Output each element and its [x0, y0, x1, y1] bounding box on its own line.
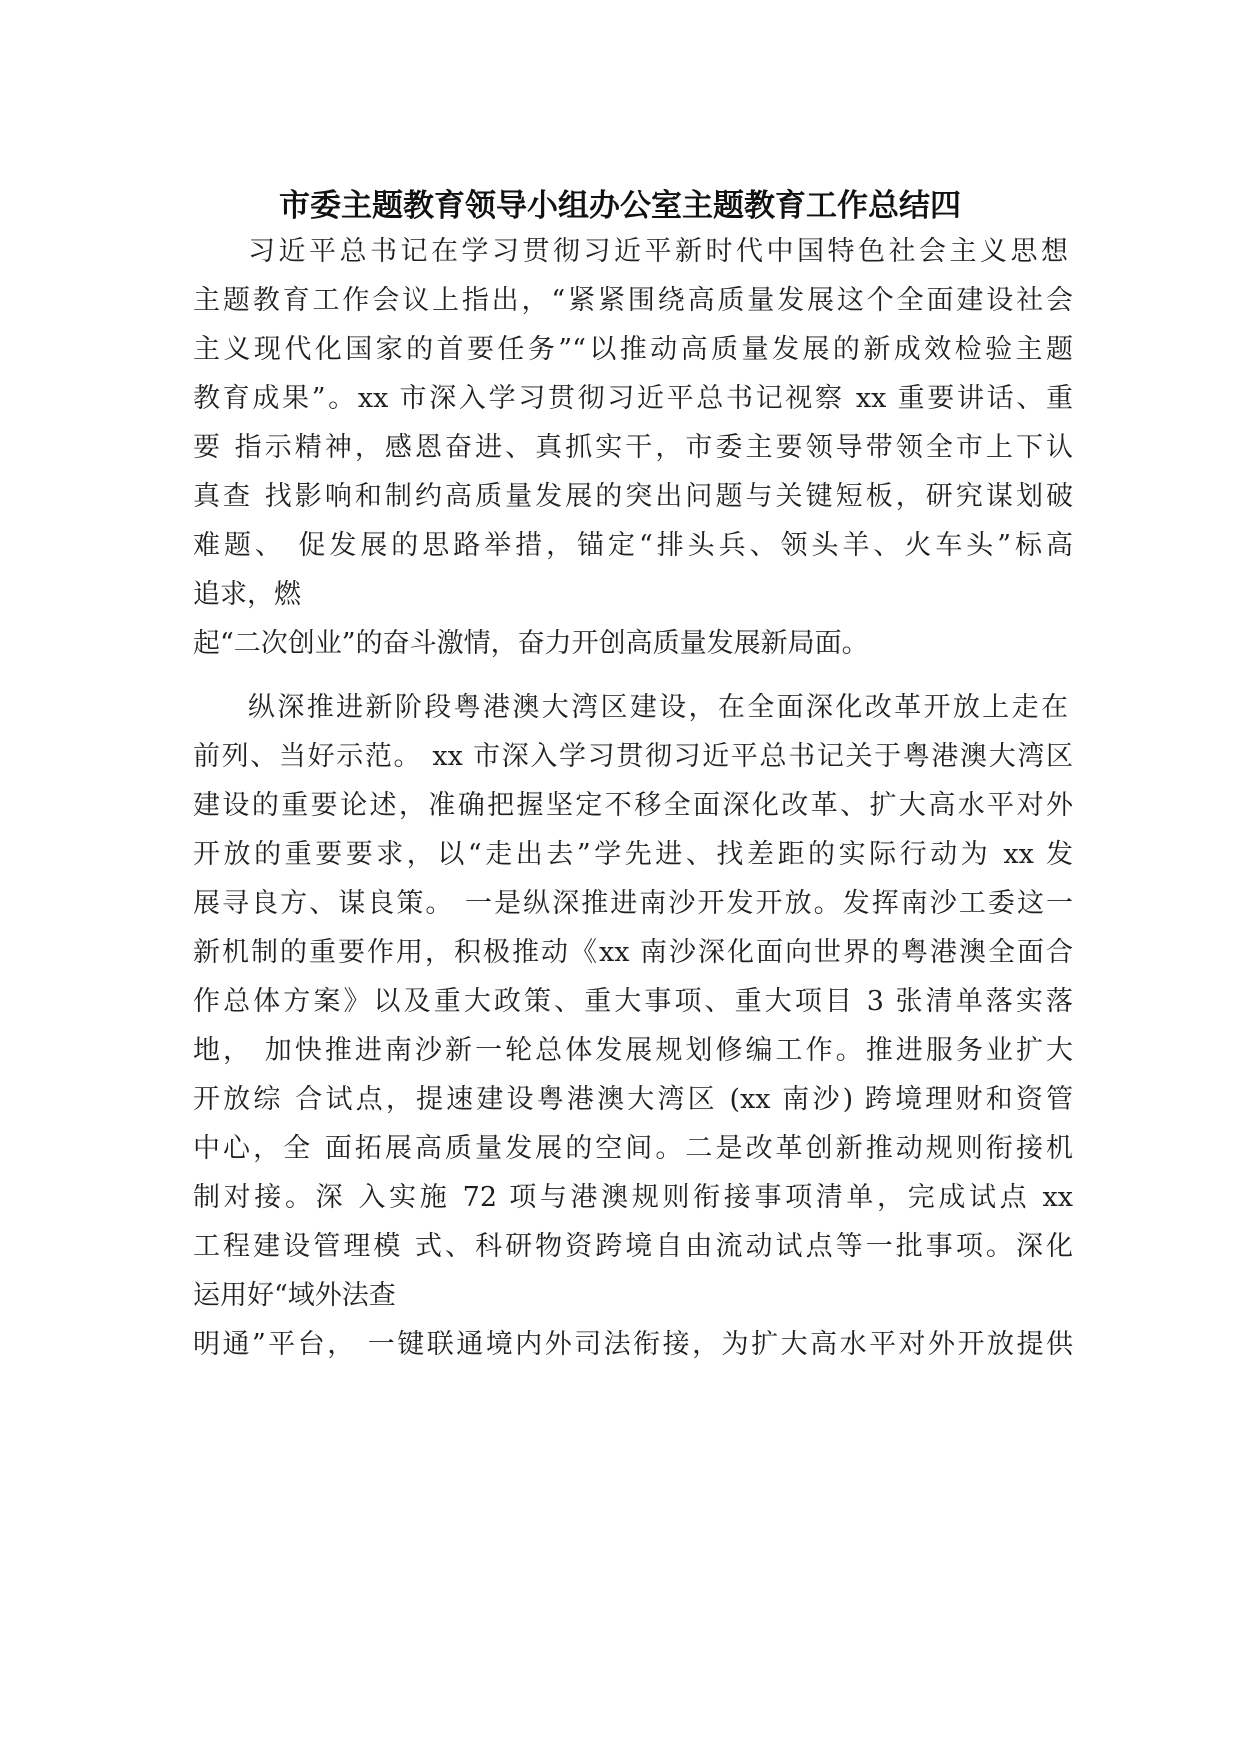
paragraph-2-line-1: 纵深推进新阶段粤港澳大湾区建设，在全面深化改革开放上走在	[248, 692, 1068, 723]
paragraph-2-line-11: 制对接。深 入实施 72 项与港澳规则衔接事项清单，完成试点 xx	[193, 1182, 1073, 1213]
paragraph-2-line-6: 新机制的重要作用，积极推动《xx 南沙深化面向世界的粤港澳全面合	[193, 937, 1073, 968]
paragraph-1-line-4: 教育成果”。xx 市深入学习贯彻习近平总书记视察 xx 重要讲话、重	[193, 383, 1073, 414]
paragraph-2-line-8: 地， 加快推进南沙新一轮总体发展规划修编工作。推进服务业扩大	[193, 1035, 1073, 1066]
paragraph-2-line-9: 开放综 合试点，提速建设粤港澳大湾区 (xx 南沙) 跨境理财和资管	[193, 1084, 1073, 1115]
paragraph-2-line-10: 中心，全 面拓展高质量发展的空间。二是改革创新推动规则衔接机	[193, 1133, 1073, 1164]
paragraph-2-line-13: 运用好“域外法查	[193, 1280, 396, 1311]
paragraph-2-line-7: 作总体方案》以及重大政策、重大事项、重大项目 3 张清单落实落	[193, 986, 1073, 1017]
paragraph-2-line-5: 展寻良方、谋良策。 一是纵深推进南沙开发开放。发挥南沙工委这一	[193, 888, 1073, 919]
paragraph-1-line-5: 要 指示精神，感恩奋进、真抓实干，市委主要领导带领全市上下认	[193, 432, 1073, 463]
document-title: 市委主题教育领导小组办公室主题教育工作总结四	[279, 188, 961, 224]
paragraph-1-line-7: 难题、 促发展的思路举措，锚定“排头兵、领头羊、火车头”标高	[193, 530, 1073, 561]
paragraph-1-line-2: 主题教育工作会议上指出，“紧紧围绕高质量发展这个全面建设社会	[193, 285, 1073, 316]
paragraph-1-line-9: 起“二次创业”的奋斗激情，奋力开创高质量发展新局面。	[193, 628, 869, 659]
paragraph-2-line-2: 前列、当好示范。 xx 市深入学习贯彻习近平总书记关于粤港澳大湾区	[193, 741, 1073, 772]
paragraph-2-line-4: 开放的重要要求，以“走出去”学先进、找差距的实际行动为 xx 发	[193, 839, 1073, 870]
paragraph-2-line-3: 建设的重要论述，准确把握坚定不移全面深化改革、扩大高水平对外	[193, 790, 1073, 821]
paragraph-1-line-8: 追求，燃	[193, 579, 301, 610]
paragraph-1-line-6: 真查 找影响和制约高质量发展的突出问题与关键短板，研究谋划破	[193, 481, 1073, 512]
paragraph-1-line-3: 主义现代化国家的首要任务”“以推动高质量发展的新成效检验主题	[193, 334, 1073, 365]
paragraph-2-line-14: 明通”平台， 一键联通境内外司法衔接，为扩大高水平对外开放提供	[193, 1329, 1073, 1360]
paragraph-2-line-12: 工程建设管理模 式、科研物资跨境自由流动试点等一批事项。深化	[193, 1231, 1073, 1262]
paragraph-1-line-1: 习近平总书记在学习贯彻习近平新时代中国特色社会主义思想	[248, 236, 1068, 267]
